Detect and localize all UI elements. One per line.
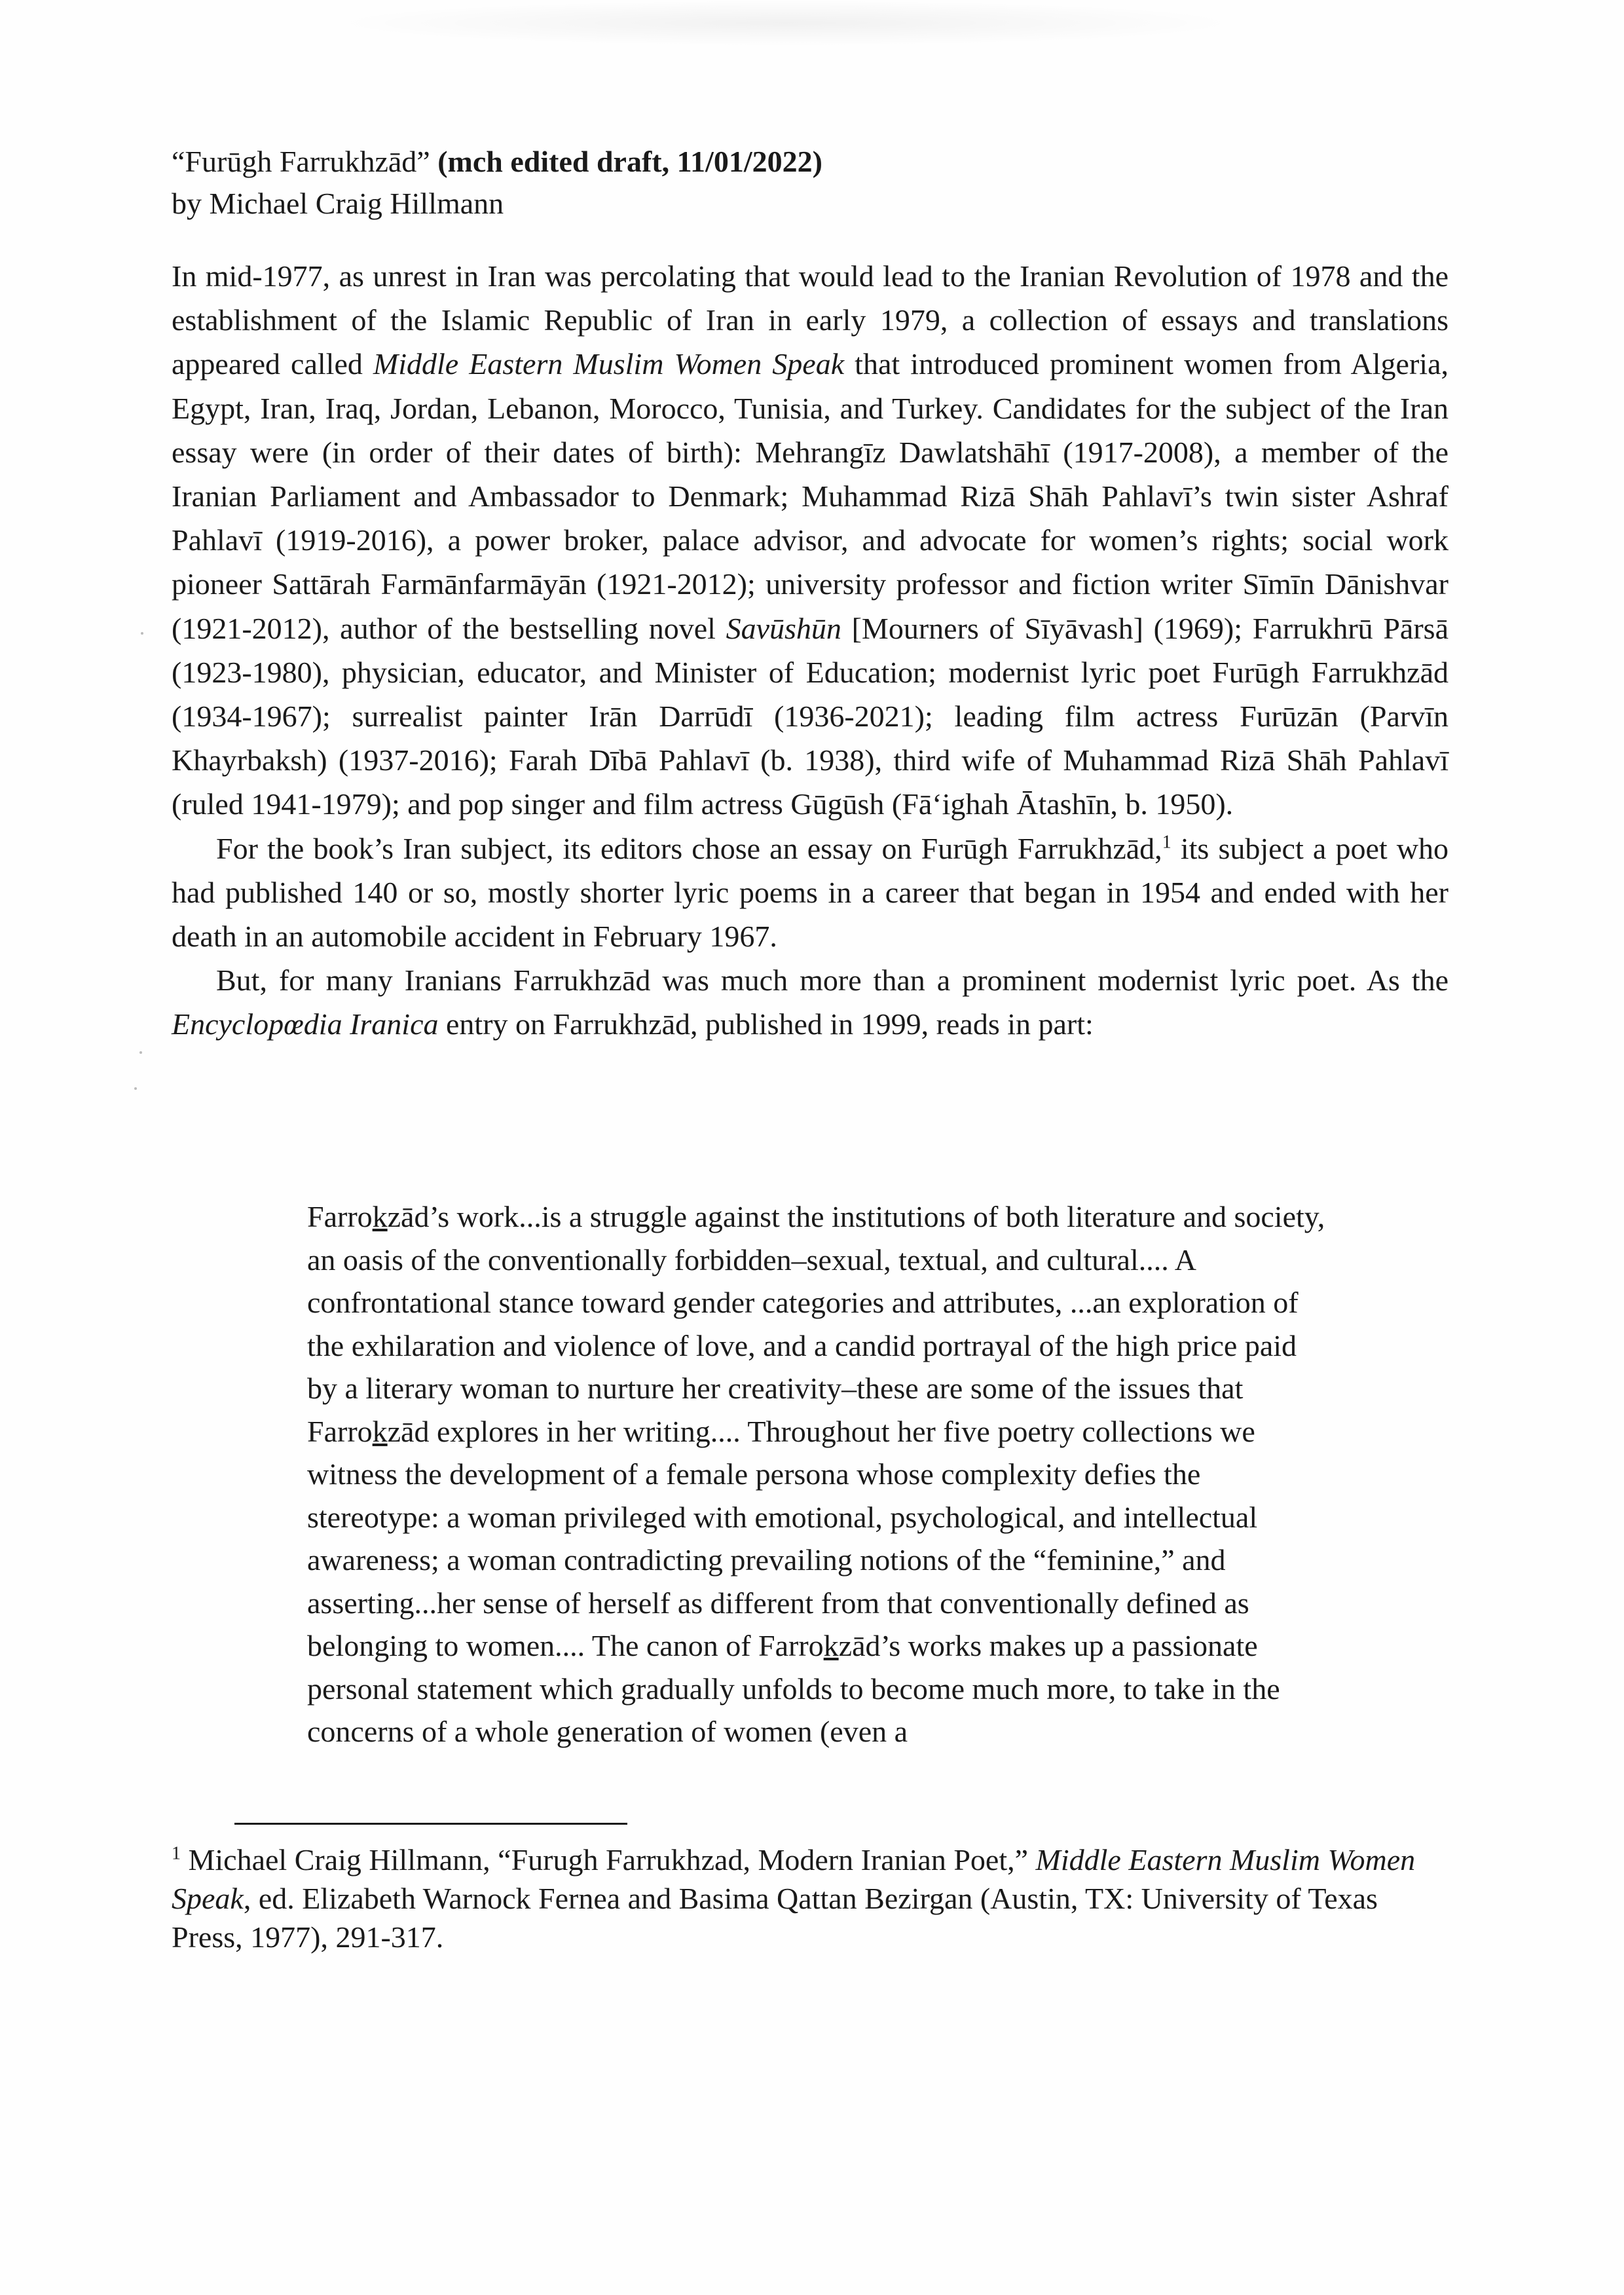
encyclopedia-title: Encyclopœdia Iranica	[172, 1007, 439, 1041]
title-line	[172, 141, 822, 183]
footnote-reference: 1	[1162, 832, 1172, 853]
quote-underlined-k-3: k	[823, 1629, 839, 1662]
paragraph-2	[172, 827, 1449, 959]
scan-speck	[141, 632, 143, 635]
footnote	[172, 1840, 1449, 1956]
footnote-1	[172, 1840, 1449, 1956]
book-title: Middle Eastern Muslim Women Speak	[373, 347, 845, 381]
paragraph-1-text-b: that introduced prominent women from Algeria, Egypt, Iran, Iraq, Jordan, Lebanon, Morocco, Tunisia, and Turkey. Candidates for the subject of the Iran essay were (in order of their dates of birth): Mehrangīz Dawlatshāhī (1917-2008), a member of the Iranian Parliament and Ambassador to Denmark; Muhammad Rizā Shāh Pahlavī’s twin sister Ashraf Pahlavī (1919-2016), a power broker, palace advisor, and advocate for women’s rights; social work pioneer Sattārah Farmānfarmāyān (1921-2012); university professor and fiction writer Sīmīn Dānishvar (1921-2012), author of the bestselling novel	[172, 347, 1449, 645]
document-header	[172, 141, 822, 225]
footnote-text-b: , ed. Elizabeth Warnock Fernea and Basima Qattan Bezirgan (Austin, TX: University of Texas Press, 1977), 291-317.	[172, 1882, 1378, 1954]
paragraph-1	[172, 254, 1449, 827]
paragraph-3-text-a: But, for many Iranians Farrukhzād was much more than a prominent modernist lyric poet. As the	[216, 963, 1449, 998]
scan-shadow	[327, 0, 1244, 46]
quote-underlined-k-2: k	[372, 1414, 388, 1448]
paragraph-2-text-b: its subject a poet who had published 140 or so, mostly shorter lyric poems in a career that began in 1954 and ended with her death in an automobile accident in February 1967.	[172, 831, 1449, 954]
byline: by Michael Craig Hillmann	[172, 187, 504, 220]
novel-title: Savūshūn	[726, 611, 841, 645]
footnote-separator	[234, 1823, 627, 1825]
scan-speck	[139, 1051, 142, 1054]
paragraph-1-text-a: In mid-1977, as unrest in Iran was percolating that would lead to the Iranian Revolution of 1978 and the establishment of the Islamic Republic of Iran in early 1979, a collection of essays and translations appeared called	[172, 259, 1449, 381]
block-quotation	[307, 1195, 1329, 1753]
paragraph-2-text-a: For the book’s Iran subject, its editors chose an essay on Furūgh Farrukhzād,	[216, 831, 1162, 865]
draft-note: (mch edited draft, 11/01/2022)	[437, 145, 822, 178]
footnote-text-a: Michael Craig Hillmann, “Furugh Farrukhzad, Modern Iranian Poet,”	[181, 1843, 1036, 1876]
essay-body	[172, 254, 1449, 1047]
paragraph-3	[172, 958, 1449, 1046]
quote-underlined-k-1: k	[372, 1200, 388, 1233]
footnote-book-title: Middle Eastern Muslim Women Speak	[172, 1843, 1416, 1915]
quote-seg-1: Farro	[307, 1200, 373, 1233]
scan-speck	[134, 1087, 137, 1090]
paragraph-1-text-c: [Mourners of Sīyāvash] (1969); Farrukhrū Pārsā (1923-1980), physician, educator, and Minister of Education; modernist lyric poet Furūgh Farrukhzād (1934-1967); surrealist painter Irān Darrūdī (1936-2021); leading film actress Furūzān (Parvīn Khayrbaksh) (1937-2016); Farah Dībā Pahlavī (b. 1938), third wife of Muhammad Rizā Shāh Pahlavī (ruled 1941-1979); and pop singer and film actress Gūgūsh (Fāʻighah Ātashīn, b. 1950).	[172, 611, 1449, 821]
footnote-number: 1	[172, 1843, 181, 1864]
quotation-text	[307, 1195, 1329, 1753]
essay-title: “Furūgh Farrukhzād”	[172, 145, 438, 178]
quote-seg-4: zād’s works makes up a passionate personal statement which gradually unfolds to become much more, to take in the concerns of a whole generation of women (even a	[307, 1629, 1280, 1748]
paragraph-3-text-b: entry on Farrukhzād, published in 1999, reads in part:	[438, 1007, 1094, 1041]
quote-seg-3: zād explores in her writing.... Throughout her five poetry collections we witness the development of a female persona whose complexity defies the stereotype: a woman privileged with emotional, psychological, and intellectual awareness; a woman contradicting prevailing notions of the “feminine,” and asserting...her sense of herself as different from that conventionally defined as belonging to women.... The canon of Farro	[307, 1414, 1258, 1662]
quote-seg-2: zād’s work...is a struggle against the institutions of both literature and society, an oasis of the conventionally forbidden–sexual, textual, and cultural.... A confrontational stance toward gender categories and attributes, ...an exploration of the exhilaration and violence of love, and a candid portrayal of the high price paid by a literary woman to nurture her creativity–these are some of the issues that Farro	[307, 1200, 1325, 1448]
